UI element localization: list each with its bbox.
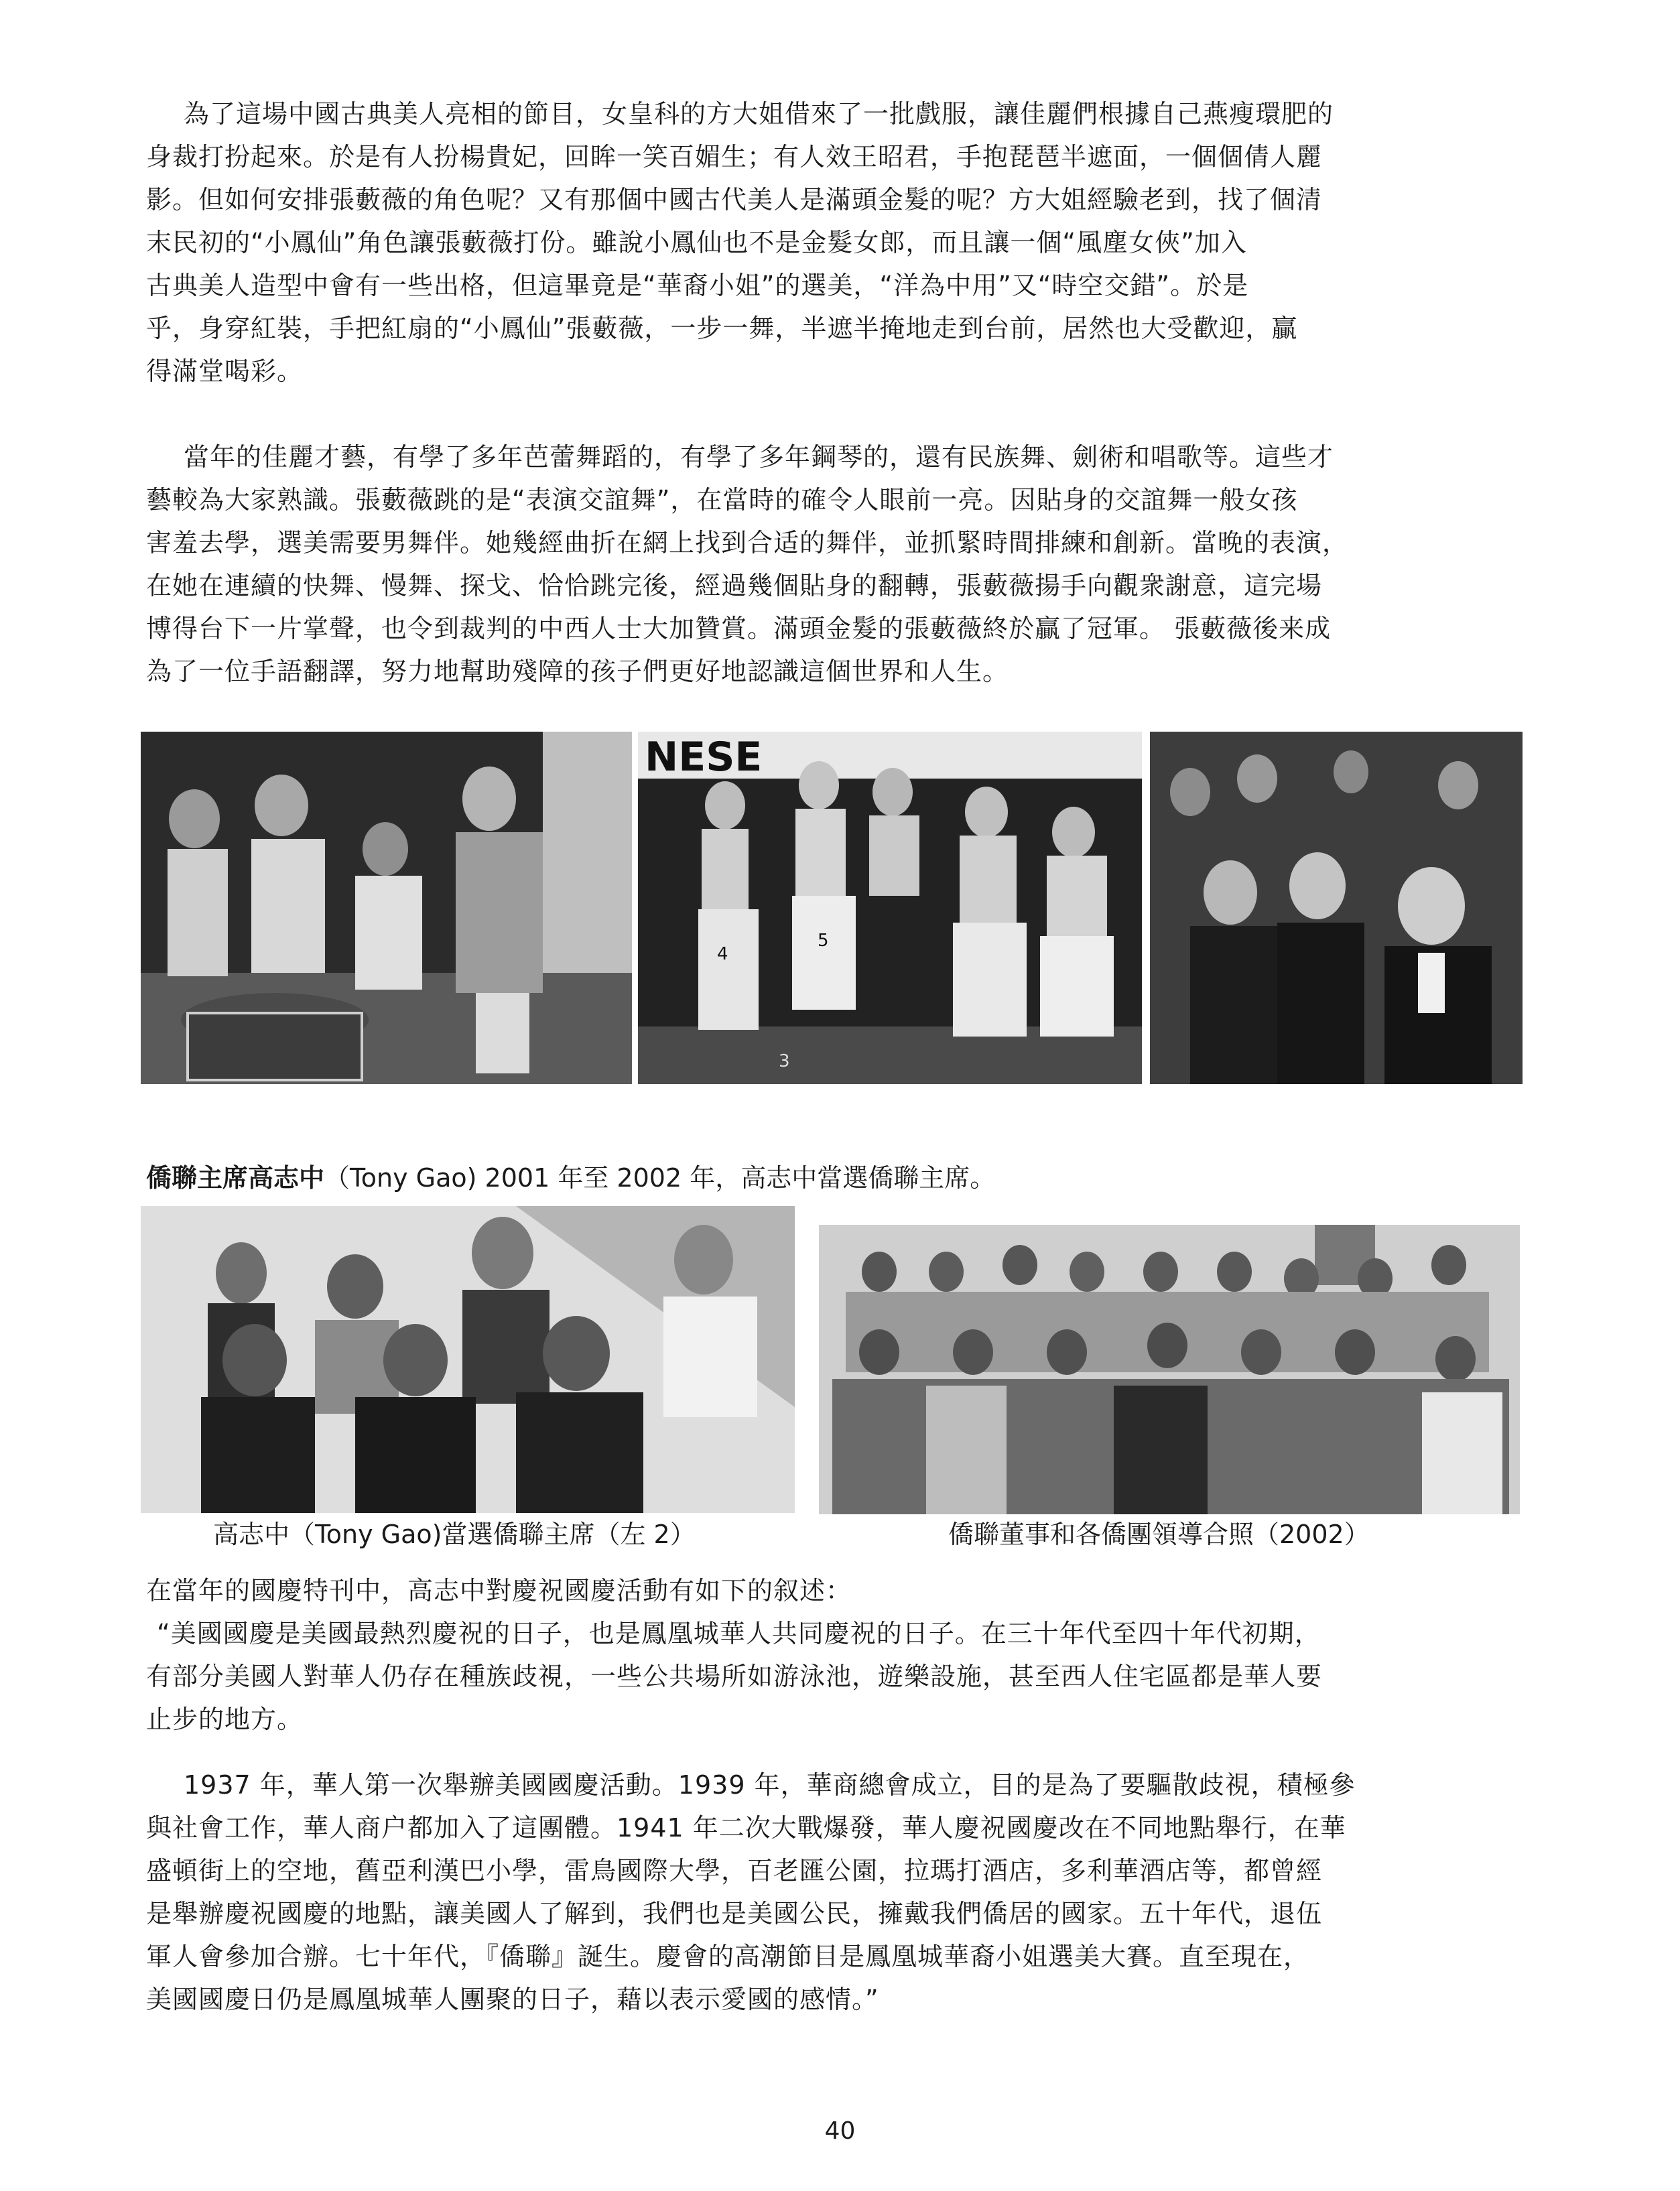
text-line: 藝較為大家熟識。張藪薇跳的是“表演交誼舞”，在當時的確令人眼前一亮。因貼身的交誼舞一般女孩 [146, 485, 1298, 515]
text-line: 與社會工作，華人商户都加入了這團體。1941 年二次大戰爆發，華人慶祝國慶改在不同地點舉行，在華 [146, 1813, 1346, 1843]
text-line: 末民初的“小鳳仙”角色讓張藪薇打份。雖說小鳳仙也不是金髮女郎，而且讓一個“風塵女俠”加入 [146, 228, 1247, 257]
stage-sign: NESE [645, 734, 763, 781]
text-line: 影。但如何安排張藪薇的角色呢？又有那個中國古代美人是滿頭金髮的呢？方大姐經驗老到，找了個清 [146, 185, 1323, 214]
text-line: 在她在連續的快舞、慢舞、探戈、恰恰跳完後，經過幾個貼身的翻轉，張藪薇揚手向觀衆謝意，這完場 [146, 571, 1323, 600]
text-line: 當年的佳麗才藝，有學了多年芭蕾舞蹈的，有學了多年鋼琴的，還有民族舞、劍術和唱歌等。這些才 [184, 442, 1334, 472]
paragraph-1 [146, 92, 1540, 393]
bib-number: 3 [779, 1051, 790, 1071]
text-line: 軍人會參加合辦。七十年代，『僑聯』誕生。慶會的高潮節目是鳳凰城華裔小姐選美大賽。直至現在， [146, 1942, 1310, 1971]
text-line: 得滿堂喝彩。 [146, 356, 304, 386]
caption-right: 僑聯董事和各僑團領導合照（2002） [948, 1520, 1370, 1549]
text-line: 身裁打扮起來。於是有人扮楊貴妃，回眸一笑百媚生；有人效王昭君，手抱琵琶半遮面，一個個倩人麗 [146, 142, 1323, 172]
photo-dancers [638, 732, 1142, 1084]
text-line: 古典美人造型中會有一些出格，但這畢竟是“華裔小姐”的選美，“洋為中用”又“時空交錯”。於是 [146, 271, 1249, 300]
text-line: 在當年的國慶特刊中，高志中對慶祝國慶活動有如下的叙述： [146, 1576, 852, 1605]
text-line: “美國國慶是美國最熱烈慶祝的日子，也是鳳凰城華人共同慶祝的日子。在三十年代至四十年代初期， [157, 1619, 1321, 1648]
photo-drummers [141, 732, 632, 1084]
text-line: 止步的地方。 [146, 1705, 304, 1734]
text-line: 害羞去學，選美需要男舞伴。她幾經曲折在網上找到合适的舞伴，並抓緊時間排練和創新。當晚的表演， [146, 528, 1349, 557]
caption-left: 高志中（Tony Gao)當選僑聯主席（左 2） [213, 1520, 696, 1549]
heading-bold: 僑聯主席高志中 [146, 1163, 325, 1193]
paragraph-4 [146, 1764, 1540, 2021]
text-line: 有部分美國人對華人仍存在種族歧視，一些公共場所如游泳池，遊樂設施，甚至西人住宅區都是華人要 [146, 1662, 1323, 1691]
photo-tony-gao-group [141, 1206, 795, 1513]
section-heading [146, 1159, 995, 1197]
text-line: 為了這場中國古典美人亮相的節目，女皇科的方大姐借來了一批戲服，讓佳麗們根據自己燕瘦環肥的 [184, 99, 1334, 129]
text-line: 博得台下一片掌聲，也令到裁判的中西人士大加贊賞。滿頭金髮的張藪薇終於贏了冠軍。 張藪薇後来成 [146, 614, 1332, 643]
text-line: 乎，身穿紅裝，手把紅扇的“小鳳仙”張藪薇，一步一舞，半遮半掩地走到台前，居然也大受歡迎，贏 [146, 314, 1298, 343]
bib-number: 4 [717, 944, 728, 964]
paragraph-3 [146, 1569, 1540, 1741]
text-line: 為了一位手語翻譯，努力地幫助殘障的孩子們更好地認識這個世界和人生。 [146, 657, 1009, 686]
text-line: 是舉辦慶祝國慶的地點，讓美國人了解到，我們也是美國公民，擁戴我們僑居的國家。五十年代，退伍 [146, 1899, 1323, 1928]
text-line: 1937 年，華人第一次舉辦美國國慶活動。1939 年，華商總會成立，目的是為了要驅散歧視，積極參 [184, 1770, 1356, 1800]
text-line: 盛頓街上的空地，舊亞利漢巴小學，雷鳥國際大學，百老匯公園，拉瑪打酒店，多利華酒店等，都曾經 [146, 1856, 1323, 1885]
bib-number: 5 [818, 931, 829, 951]
text-line: 美國國慶日仍是鳳凰城華人團聚的日子，藉以表示愛國的感情。” [146, 1985, 879, 2014]
paragraph-2 [146, 436, 1540, 693]
photo-audience [1150, 732, 1523, 1084]
photo-board-group [819, 1225, 1520, 1514]
page-number: 40 [824, 2117, 856, 2145]
heading-rest: （Tony Gao) 2001 年至 2002 年，高志中當選僑聯主席。 [324, 1163, 996, 1193]
